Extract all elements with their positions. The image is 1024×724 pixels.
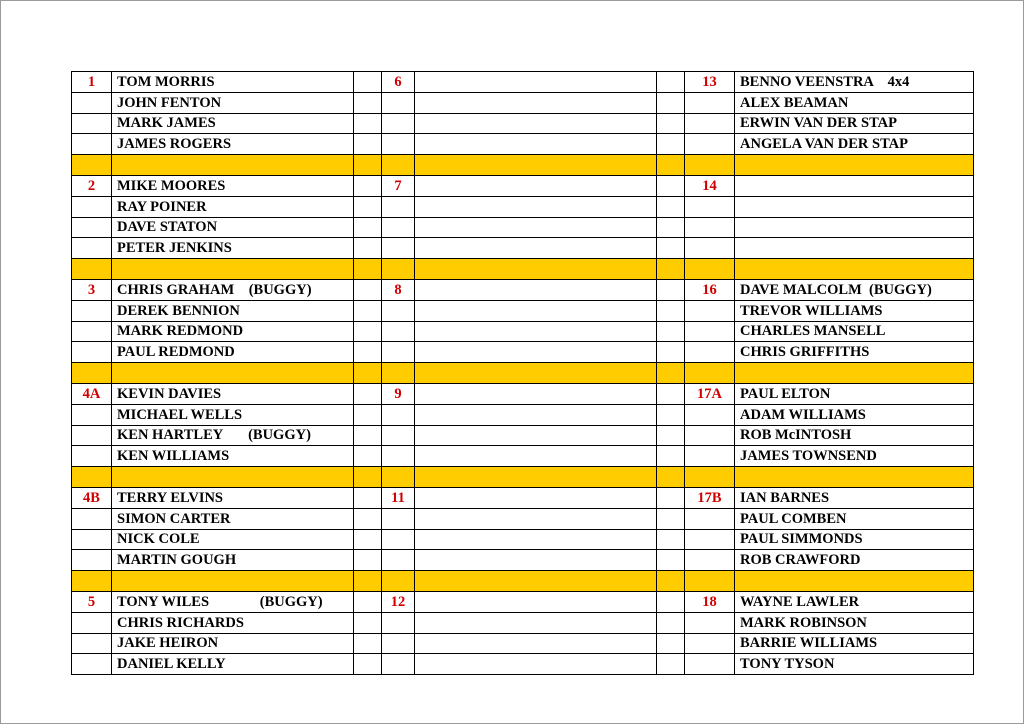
- empty-number-cell: [382, 612, 415, 633]
- team-number: 7: [382, 175, 415, 196]
- empty-number-cell: [685, 508, 735, 529]
- spacer-cell: [354, 113, 382, 134]
- spacer-cell: [354, 300, 382, 321]
- driver-name: [415, 529, 657, 550]
- driver-name: [735, 238, 974, 259]
- spacer-cell: [657, 279, 685, 300]
- driver-name: PETER JENKINS: [112, 238, 354, 259]
- empty-number-cell: [685, 113, 735, 134]
- separator-cell: [685, 155, 735, 176]
- spacer-cell: [354, 72, 382, 93]
- separator-cell: [382, 155, 415, 176]
- roster-row: [72, 446, 974, 467]
- empty-number-cell: [382, 321, 415, 342]
- driver-name: DAVE MALCOLM (BUGGY): [735, 279, 974, 300]
- driver-name: MARK JAMES: [112, 113, 354, 134]
- empty-number-cell: [382, 425, 415, 446]
- driver-name: NICK COLE: [112, 529, 354, 550]
- driver-name: [415, 591, 657, 612]
- spacer-cell: [657, 487, 685, 508]
- spacer-cell: [354, 217, 382, 238]
- empty-number-cell: [72, 321, 112, 342]
- spacer-cell: [657, 591, 685, 612]
- driver-name: DAVE STATON: [112, 217, 354, 238]
- empty-number-cell: [72, 196, 112, 217]
- driver-name: ANGELA VAN DER STAP: [735, 134, 974, 155]
- driver-name: WAYNE LAWLER: [735, 591, 974, 612]
- spacer-cell: [354, 134, 382, 155]
- roster-row: [72, 487, 974, 508]
- separator-cell: [415, 259, 657, 280]
- team-number: 16: [685, 279, 735, 300]
- spacer-cell: [354, 529, 382, 550]
- team-number: 4B: [72, 487, 112, 508]
- empty-number-cell: [382, 633, 415, 654]
- driver-name: MARK REDMOND: [112, 321, 354, 342]
- driver-name: [735, 175, 974, 196]
- driver-name: ROB CRAWFORD: [735, 550, 974, 571]
- empty-number-cell: [382, 238, 415, 259]
- roster-row: [72, 72, 974, 93]
- separator-cell: [72, 363, 112, 384]
- empty-number-cell: [685, 300, 735, 321]
- empty-number-cell: [72, 446, 112, 467]
- spacer-cell: [657, 196, 685, 217]
- spacer-cell: [657, 404, 685, 425]
- driver-name: [735, 217, 974, 238]
- spacer-cell: [354, 279, 382, 300]
- driver-name: [415, 425, 657, 446]
- roster-row: [72, 217, 974, 238]
- empty-number-cell: [685, 612, 735, 633]
- driver-name: IAN BARNES: [735, 487, 974, 508]
- driver-name: KEN HARTLEY (BUGGY): [112, 425, 354, 446]
- driver-name: JOHN FENTON: [112, 92, 354, 113]
- team-number: 1: [72, 72, 112, 93]
- empty-number-cell: [685, 92, 735, 113]
- empty-number-cell: [382, 446, 415, 467]
- driver-name: [415, 550, 657, 571]
- driver-name: CHRIS RICHARDS: [112, 612, 354, 633]
- driver-name: MICHAEL WELLS: [112, 404, 354, 425]
- spacer-cell: [354, 487, 382, 508]
- spacer-cell: [657, 342, 685, 363]
- separator-cell: [685, 259, 735, 280]
- separator-cell: [657, 467, 685, 488]
- empty-number-cell: [685, 196, 735, 217]
- driver-name: [415, 633, 657, 654]
- spacer-cell: [354, 591, 382, 612]
- roster-row: [72, 383, 974, 404]
- driver-name: DANIEL KELLY: [112, 654, 354, 675]
- driver-name: JAMES ROGERS: [112, 134, 354, 155]
- empty-number-cell: [72, 612, 112, 633]
- empty-number-cell: [685, 529, 735, 550]
- spacer-cell: [354, 175, 382, 196]
- roster-row: [72, 92, 974, 113]
- spacer-cell: [657, 217, 685, 238]
- driver-name: TERRY ELVINS: [112, 487, 354, 508]
- empty-number-cell: [72, 92, 112, 113]
- separator-cell: [415, 467, 657, 488]
- driver-name: ERWIN VAN DER STAP: [735, 113, 974, 134]
- driver-name: CHARLES MANSELL: [735, 321, 974, 342]
- empty-number-cell: [72, 342, 112, 363]
- spacer-cell: [354, 92, 382, 113]
- separator-cell: [657, 363, 685, 384]
- separator-cell: [685, 363, 735, 384]
- roster-row: [72, 321, 974, 342]
- separator-cell: [112, 363, 354, 384]
- driver-name: [415, 134, 657, 155]
- spacer-cell: [354, 404, 382, 425]
- separator-cell: [735, 155, 974, 176]
- separator-row: [72, 363, 974, 384]
- empty-number-cell: [72, 113, 112, 134]
- driver-name: PAUL REDMOND: [112, 342, 354, 363]
- driver-name: TONY WILES (BUGGY): [112, 591, 354, 612]
- spacer-cell: [354, 342, 382, 363]
- spacer-cell: [657, 425, 685, 446]
- separator-cell: [657, 155, 685, 176]
- empty-number-cell: [72, 134, 112, 155]
- empty-number-cell: [72, 404, 112, 425]
- driver-name: DEREK BENNION: [112, 300, 354, 321]
- spacer-cell: [657, 113, 685, 134]
- empty-number-cell: [382, 404, 415, 425]
- spacer-cell: [657, 633, 685, 654]
- roster-row: [72, 300, 974, 321]
- driver-name: [415, 321, 657, 342]
- driver-name: CHRIS GRAHAM (BUGGY): [112, 279, 354, 300]
- spacer-cell: [354, 550, 382, 571]
- driver-name: [415, 342, 657, 363]
- driver-name: BARRIE WILLIAMS: [735, 633, 974, 654]
- driver-name: [415, 217, 657, 238]
- empty-number-cell: [685, 550, 735, 571]
- roster-row: [72, 425, 974, 446]
- separator-row: [72, 467, 974, 488]
- separator-cell: [72, 155, 112, 176]
- separator-cell: [735, 259, 974, 280]
- empty-number-cell: [382, 134, 415, 155]
- empty-number-cell: [382, 529, 415, 550]
- spacer-cell: [354, 196, 382, 217]
- driver-name: TREVOR WILLIAMS: [735, 300, 974, 321]
- separator-cell: [72, 467, 112, 488]
- spacer-cell: [354, 425, 382, 446]
- team-number: 8: [382, 279, 415, 300]
- spacer-cell: [657, 72, 685, 93]
- spacer-cell: [354, 612, 382, 633]
- team-roster-table: [71, 71, 974, 675]
- separator-cell: [72, 259, 112, 280]
- roster-row: [72, 113, 974, 134]
- driver-name: CHRIS GRIFFITHS: [735, 342, 974, 363]
- empty-number-cell: [685, 404, 735, 425]
- driver-name: ADAM WILLIAMS: [735, 404, 974, 425]
- empty-number-cell: [72, 529, 112, 550]
- driver-name: PAUL COMBEN: [735, 508, 974, 529]
- empty-number-cell: [685, 238, 735, 259]
- spacer-cell: [657, 508, 685, 529]
- roster-row: [72, 134, 974, 155]
- driver-name: [415, 196, 657, 217]
- spacer-cell: [657, 134, 685, 155]
- empty-number-cell: [382, 300, 415, 321]
- separator-cell: [415, 571, 657, 592]
- roster-row: [72, 196, 974, 217]
- roster-row: [72, 279, 974, 300]
- separator-row: [72, 571, 974, 592]
- separator-cell: [382, 259, 415, 280]
- team-number: 13: [685, 72, 735, 93]
- empty-number-cell: [382, 654, 415, 675]
- team-number: 3: [72, 279, 112, 300]
- driver-name: [415, 92, 657, 113]
- team-number: 17A: [685, 383, 735, 404]
- roster-row: [72, 342, 974, 363]
- driver-name: [415, 300, 657, 321]
- empty-number-cell: [382, 92, 415, 113]
- separator-cell: [354, 259, 382, 280]
- separator-cell: [112, 467, 354, 488]
- empty-number-cell: [382, 196, 415, 217]
- spacer-cell: [657, 446, 685, 467]
- spacer-cell: [657, 383, 685, 404]
- roster-row: [72, 654, 974, 675]
- roster-row: [72, 612, 974, 633]
- driver-name: MARTIN GOUGH: [112, 550, 354, 571]
- team-number: 14: [685, 175, 735, 196]
- separator-cell: [415, 363, 657, 384]
- driver-name: [415, 404, 657, 425]
- driver-name: KEN WILLIAMS: [112, 446, 354, 467]
- empty-number-cell: [685, 446, 735, 467]
- separator-cell: [735, 571, 974, 592]
- separator-cell: [382, 467, 415, 488]
- driver-name: [415, 72, 657, 93]
- team-number: 6: [382, 72, 415, 93]
- spacer-cell: [657, 529, 685, 550]
- separator-cell: [112, 259, 354, 280]
- separator-cell: [735, 363, 974, 384]
- empty-number-cell: [382, 550, 415, 571]
- driver-name: BENNO VEENSTRA 4x4: [735, 72, 974, 93]
- separator-row: [72, 259, 974, 280]
- empty-number-cell: [72, 238, 112, 259]
- team-number: 5: [72, 591, 112, 612]
- roster-row: [72, 550, 974, 571]
- roster-row: [72, 529, 974, 550]
- driver-name: [415, 508, 657, 529]
- empty-number-cell: [382, 508, 415, 529]
- driver-name: TONY TYSON: [735, 654, 974, 675]
- driver-name: RAY POINER: [112, 196, 354, 217]
- driver-name: [415, 654, 657, 675]
- separator-cell: [112, 571, 354, 592]
- empty-number-cell: [382, 217, 415, 238]
- empty-number-cell: [685, 425, 735, 446]
- separator-cell: [685, 467, 735, 488]
- empty-number-cell: [382, 113, 415, 134]
- driver-name: [415, 446, 657, 467]
- separator-cell: [735, 467, 974, 488]
- separator-cell: [354, 467, 382, 488]
- driver-name: [415, 279, 657, 300]
- roster-row: [72, 238, 974, 259]
- spacer-cell: [354, 508, 382, 529]
- team-number: 18: [685, 591, 735, 612]
- separator-cell: [354, 571, 382, 592]
- spacer-cell: [354, 446, 382, 467]
- driver-name: ALEX BEAMAN: [735, 92, 974, 113]
- spacer-cell: [657, 175, 685, 196]
- driver-name: [415, 238, 657, 259]
- driver-name: ROB McINTOSH: [735, 425, 974, 446]
- separator-cell: [72, 571, 112, 592]
- spacer-cell: [354, 238, 382, 259]
- separator-cell: [415, 155, 657, 176]
- driver-name: JAMES TOWNSEND: [735, 446, 974, 467]
- empty-number-cell: [382, 342, 415, 363]
- spacer-cell: [354, 633, 382, 654]
- spacer-cell: [657, 92, 685, 113]
- roster-row: [72, 175, 974, 196]
- separator-cell: [657, 259, 685, 280]
- empty-number-cell: [685, 134, 735, 155]
- separator-cell: [685, 571, 735, 592]
- empty-number-cell: [72, 654, 112, 675]
- empty-number-cell: [685, 321, 735, 342]
- driver-name: PAUL ELTON: [735, 383, 974, 404]
- team-number: 17B: [685, 487, 735, 508]
- empty-number-cell: [685, 342, 735, 363]
- driver-name: PAUL SIMMONDS: [735, 529, 974, 550]
- driver-name: [415, 175, 657, 196]
- separator-cell: [354, 155, 382, 176]
- separator-cell: [112, 155, 354, 176]
- empty-number-cell: [72, 633, 112, 654]
- spacer-cell: [657, 300, 685, 321]
- team-number: 12: [382, 591, 415, 612]
- empty-number-cell: [72, 217, 112, 238]
- driver-name: KEVIN DAVIES: [112, 383, 354, 404]
- empty-number-cell: [72, 508, 112, 529]
- spacer-cell: [657, 612, 685, 633]
- driver-name: TOM MORRIS: [112, 72, 354, 93]
- driver-name: [415, 113, 657, 134]
- team-number: 2: [72, 175, 112, 196]
- driver-name: [415, 612, 657, 633]
- empty-number-cell: [685, 217, 735, 238]
- separator-cell: [382, 363, 415, 384]
- team-number: 11: [382, 487, 415, 508]
- separator-cell: [657, 571, 685, 592]
- spacer-cell: [657, 654, 685, 675]
- roster-row: [72, 404, 974, 425]
- spacer-cell: [354, 383, 382, 404]
- empty-number-cell: [72, 425, 112, 446]
- empty-number-cell: [685, 633, 735, 654]
- driver-name: [415, 383, 657, 404]
- driver-name: [415, 487, 657, 508]
- driver-name: MARK ROBINSON: [735, 612, 974, 633]
- separator-cell: [382, 571, 415, 592]
- spacer-cell: [657, 238, 685, 259]
- team-number: 4A: [72, 383, 112, 404]
- team-number: 9: [382, 383, 415, 404]
- spacer-cell: [657, 321, 685, 342]
- spacer-cell: [657, 550, 685, 571]
- separator-cell: [354, 363, 382, 384]
- driver-name: SIMON CARTER: [112, 508, 354, 529]
- roster-row: [72, 633, 974, 654]
- roster-row: [72, 508, 974, 529]
- empty-number-cell: [72, 550, 112, 571]
- empty-number-cell: [685, 654, 735, 675]
- driver-name: MIKE MOORES: [112, 175, 354, 196]
- driver-name: [735, 196, 974, 217]
- empty-number-cell: [72, 300, 112, 321]
- spacer-cell: [354, 654, 382, 675]
- spacer-cell: [354, 321, 382, 342]
- driver-name: JAKE HEIRON: [112, 633, 354, 654]
- roster-row: [72, 591, 974, 612]
- separator-row: [72, 155, 974, 176]
